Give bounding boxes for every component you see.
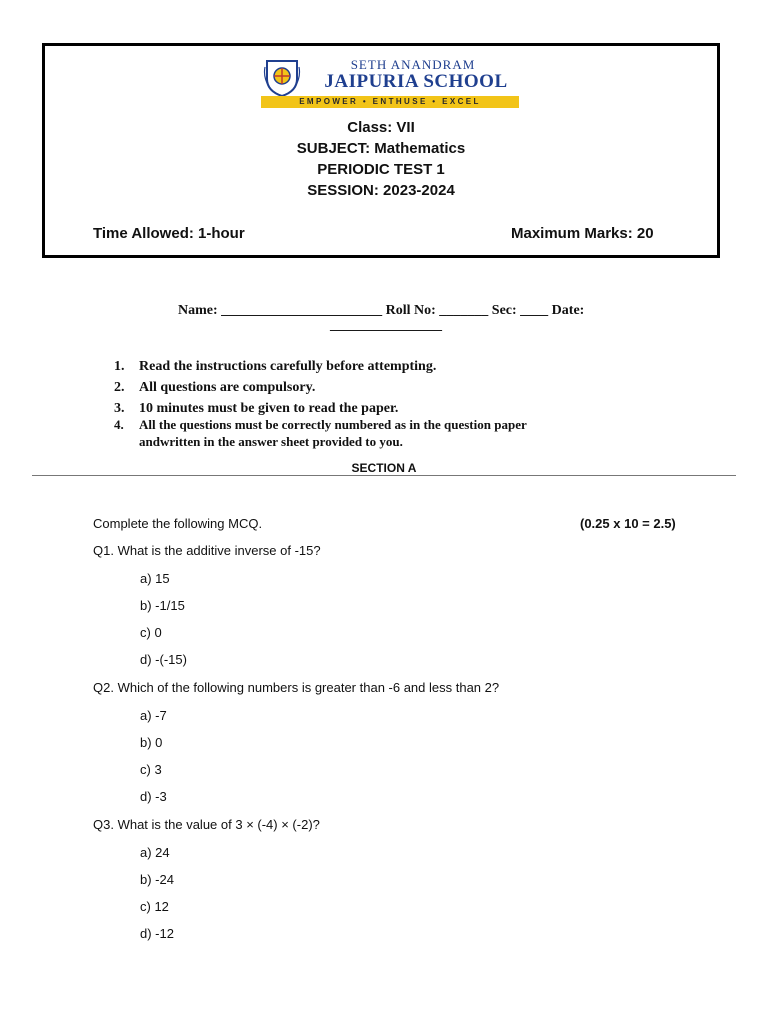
option-text: a) 15 <box>140 571 170 586</box>
option-text: a) -7 <box>140 708 167 723</box>
instruction-text: All the questions must be correctly numbered as in the question paper <box>139 417 527 432</box>
date-blank-line: ________________ <box>330 318 442 333</box>
option-text: b) -24 <box>140 872 174 887</box>
option-text: c) 12 <box>140 899 169 914</box>
class-label: Class: VII <box>347 119 415 136</box>
instruction-item <box>114 359 436 375</box>
logo-tagline: EMPOWER • ENTHUSE • EXCEL <box>261 96 519 108</box>
option-text: c) 0 <box>140 625 162 640</box>
logo-text-line1: SETH ANANDRAM <box>350 57 476 72</box>
option-text: b) 0 <box>140 735 163 750</box>
instruction-text: All questions are compulsory. <box>139 380 316 395</box>
maximum-marks: Maximum Marks: 20 <box>511 225 654 242</box>
session-label: SESSION: 2023-2024 <box>307 182 455 199</box>
school-crest-icon <box>263 57 301 97</box>
option-text: d) -3 <box>140 789 167 804</box>
instruction-number: 4. <box>114 417 124 432</box>
section-title: SECTION A <box>351 461 417 475</box>
question-text: Q2. Which of the following numbers is greater than -6 and less than 2? <box>93 680 500 695</box>
instruction-text: 10 minutes must be given to read the paper. <box>139 401 399 416</box>
question-text: Q3. What is the value of 3 × (-4) × (-2)? <box>93 817 320 832</box>
option-text: a) 24 <box>140 845 170 860</box>
section-divider <box>32 475 736 476</box>
option-text: d) -(-15) <box>140 652 187 667</box>
instruction-item <box>114 401 398 417</box>
student-details-line: Name: _______________________ Roll No: _______ Sec: ____ Date: <box>178 303 585 318</box>
section-intro: Complete the following MCQ. <box>93 516 263 531</box>
test-label: PERIODIC TEST 1 <box>317 161 445 178</box>
header-box <box>42 43 720 258</box>
option-text: b) -1/15 <box>140 598 185 613</box>
option-text: c) 3 <box>140 762 162 777</box>
instruction-item <box>114 380 315 396</box>
instruction-number: 3. <box>114 401 125 416</box>
time-allowed: Time Allowed: 1-hour <box>93 225 245 242</box>
school-logo <box>259 54 521 108</box>
instruction-number: 1. <box>114 359 125 374</box>
instruction-continuation: andwritten in the answer sheet provided to you. <box>139 434 403 449</box>
question-text: Q1. What is the additive inverse of -15? <box>93 543 321 558</box>
instruction-text: Read the instructions carefully before attempting. <box>139 359 437 374</box>
logo-text-line2: JAIPURIA SCHOOL <box>324 71 508 92</box>
instruction-number: 2. <box>114 380 125 395</box>
subject-label: SUBJECT: Mathematics <box>296 140 466 157</box>
option-text: d) -12 <box>140 926 174 941</box>
section-marks: (0.25 x 10 = 2.5) <box>580 516 676 531</box>
instruction-item <box>114 417 527 433</box>
